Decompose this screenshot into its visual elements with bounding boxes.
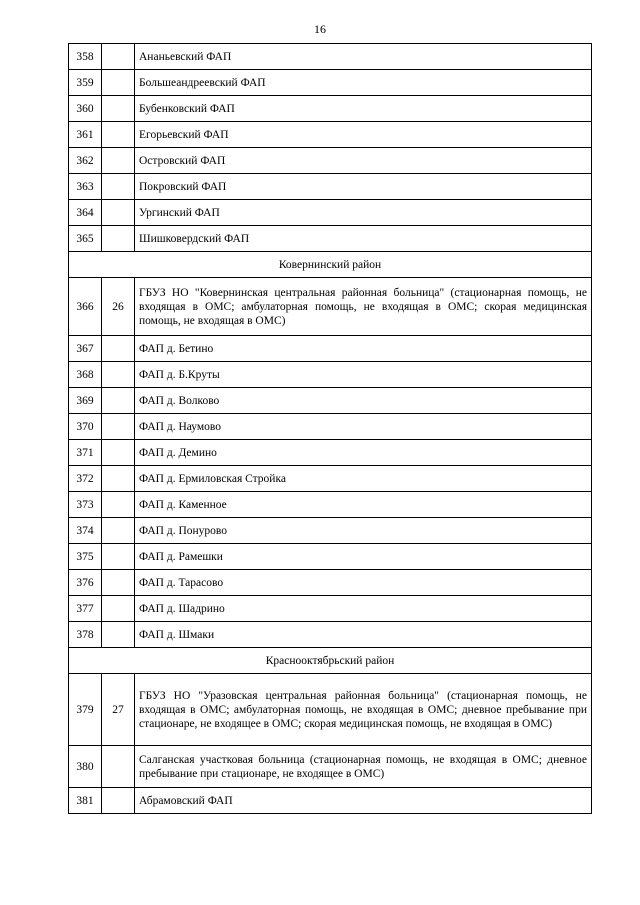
- row-number: 380: [69, 746, 102, 788]
- row-number: 362: [69, 148, 102, 174]
- table-row: [69, 518, 592, 544]
- facility-name: ГБУЗ НО "Ковернинская центральная районная больница" (стационарная помощь, не входящая в ОМС; амбулаторная помощь, не входящая в ОМС; скорая медицинская помощь, не входящая в ОМС): [135, 278, 592, 336]
- facility-name: ФАП д. Шмаки: [135, 622, 592, 648]
- row-number: 365: [69, 226, 102, 252]
- table-row: [69, 746, 592, 788]
- facility-name: Большеандреевский ФАП: [135, 70, 592, 96]
- institution-code: [102, 148, 135, 174]
- table-row: [69, 362, 592, 388]
- institution-code: [102, 596, 135, 622]
- facility-name: ФАП д. Бетино: [135, 336, 592, 362]
- row-number: 381: [69, 788, 102, 814]
- institution-code: [102, 414, 135, 440]
- row-number: 370: [69, 414, 102, 440]
- institution-code: [102, 492, 135, 518]
- institution-code: [102, 544, 135, 570]
- institution-code: 26: [102, 278, 135, 336]
- page-number: 16: [314, 22, 326, 36]
- facility-name: Ургинский ФАП: [135, 200, 592, 226]
- facility-name: ФАП д. Волково: [135, 388, 592, 414]
- table-body: [69, 44, 592, 814]
- row-number: 375: [69, 544, 102, 570]
- facility-name: ФАП д. Ермиловская Стройка: [135, 466, 592, 492]
- institution-code: [102, 226, 135, 252]
- table-row: [69, 492, 592, 518]
- section-title: Краснооктябрьский район: [69, 648, 592, 674]
- facility-name: Абрамовский ФАП: [135, 788, 592, 814]
- row-number: 361: [69, 122, 102, 148]
- table-row: [69, 674, 592, 746]
- institution-code: [102, 788, 135, 814]
- facility-name: Егорьевский ФАП: [135, 122, 592, 148]
- facility-name: Бубенковский ФАП: [135, 96, 592, 122]
- institution-code: [102, 746, 135, 788]
- table-row: [69, 596, 592, 622]
- row-number: 364: [69, 200, 102, 226]
- section-row: [69, 252, 592, 278]
- institution-code: [102, 622, 135, 648]
- facility-name: ФАП д. Тарасово: [135, 570, 592, 596]
- facility-name: ФАП д. Шадрино: [135, 596, 592, 622]
- row-number: 379: [69, 674, 102, 746]
- facility-name: ГБУЗ НО "Уразовская центральная районная больница" (стационарная помощь, не входящая в ОМС; амбулаторная помощь, не входящая в ОМС; дневное пребывание при стационаре, не входящее в ОМС; скорая медицинская помощь, не входящая в ОМС): [135, 674, 592, 746]
- facility-name: Шишковердский ФАП: [135, 226, 592, 252]
- institution-code: [102, 362, 135, 388]
- facility-name: ФАП д. Каменное: [135, 492, 592, 518]
- row-number: 363: [69, 174, 102, 200]
- table-row: [69, 226, 592, 252]
- institution-code: [102, 388, 135, 414]
- institution-code: [102, 200, 135, 226]
- table-row: [69, 788, 592, 814]
- table-row: [69, 440, 592, 466]
- institution-code: [102, 570, 135, 596]
- row-number: 358: [69, 44, 102, 70]
- facility-name: Островский ФАП: [135, 148, 592, 174]
- section-row: [69, 648, 592, 674]
- facility-name: Ананьевский ФАП: [135, 44, 592, 70]
- table-row: [69, 70, 592, 96]
- table-row: [69, 174, 592, 200]
- row-number: 377: [69, 596, 102, 622]
- row-number: 376: [69, 570, 102, 596]
- table-row: [69, 44, 592, 70]
- row-number: 373: [69, 492, 102, 518]
- table-row: [69, 96, 592, 122]
- table-row: [69, 388, 592, 414]
- facility-name: ФАП д. Наумово: [135, 414, 592, 440]
- facility-name: ФАП д. Понурово: [135, 518, 592, 544]
- institution-code: [102, 440, 135, 466]
- institution-code: [102, 336, 135, 362]
- institution-code: [102, 174, 135, 200]
- facility-name: Покровский ФАП: [135, 174, 592, 200]
- row-number: 360: [69, 96, 102, 122]
- row-number: 378: [69, 622, 102, 648]
- table-row: [69, 336, 592, 362]
- facility-name: ФАП д. Рамешки: [135, 544, 592, 570]
- table-row: [69, 200, 592, 226]
- table-row: [69, 414, 592, 440]
- row-number: 359: [69, 70, 102, 96]
- table-row: [69, 148, 592, 174]
- facility-name: ФАП д. Б.Круты: [135, 362, 592, 388]
- row-number: 367: [69, 336, 102, 362]
- table-row: [69, 570, 592, 596]
- facilities-table: [68, 43, 592, 814]
- table-row: [69, 466, 592, 492]
- table-row: [69, 544, 592, 570]
- institution-code: [102, 44, 135, 70]
- section-title: Ковернинский район: [69, 252, 592, 278]
- institution-code: 27: [102, 674, 135, 746]
- table-row: [69, 122, 592, 148]
- facility-name: ФАП д. Демино: [135, 440, 592, 466]
- institution-code: [102, 96, 135, 122]
- row-number: 369: [69, 388, 102, 414]
- institution-code: [102, 518, 135, 544]
- row-number: 366: [69, 278, 102, 336]
- row-number: 371: [69, 440, 102, 466]
- row-number: 374: [69, 518, 102, 544]
- row-number: 368: [69, 362, 102, 388]
- row-number: 372: [69, 466, 102, 492]
- institution-code: [102, 70, 135, 96]
- table-row: [69, 278, 592, 336]
- institution-code: [102, 122, 135, 148]
- institution-code: [102, 466, 135, 492]
- facility-name: Салганская участковая больница (стационарная помощь, не входящая в ОМС; дневное пребывание при стационаре, не входящее в ОМС): [135, 746, 592, 788]
- table-row: [69, 622, 592, 648]
